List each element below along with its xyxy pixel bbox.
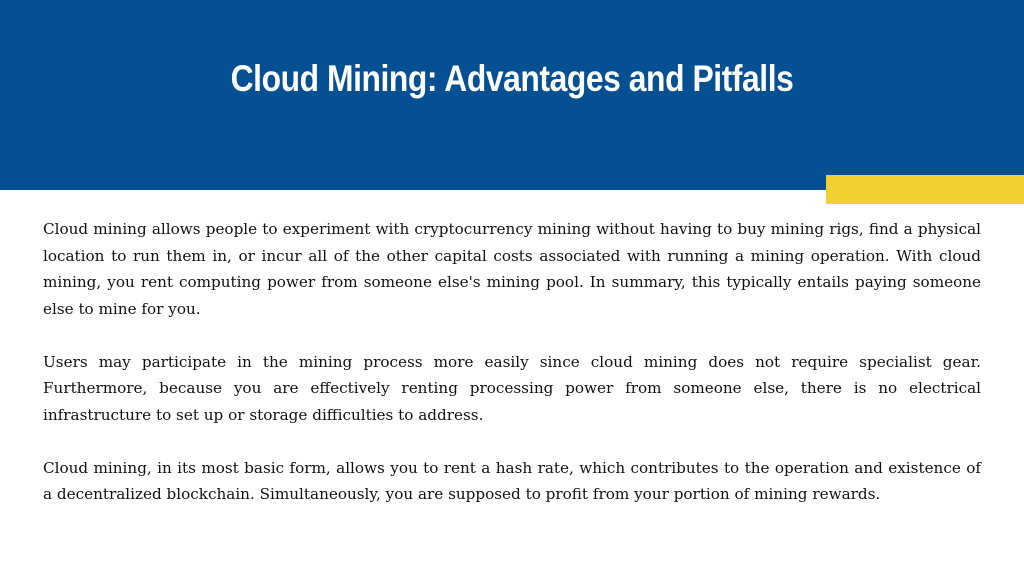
title-banner: [0, 0, 1024, 190]
paragraph: Cloud mining, in its most basic form, allows you to rent a hash rate, which contributes to the operation and existence of a decentralized blockchain. Simultaneously, you are supposed to profit from your portion of mining rewards.: [43, 458, 981, 503]
accent-bar: [826, 175, 1024, 204]
slide-title: Cloud Mining: Advantages and Pitfalls: [230, 58, 794, 99]
paragraph: Cloud mining allows people to experiment with cryptocurrency mining without having to buy mining rigs, find a physical location to run them in, or incur all of the other capital costs associated with running a mining operation. With cloud mining, you rent computing power from someone else's mining pool. In summary, this typically entails paying someone else to mine for you.: [43, 220, 981, 318]
body-content: [43, 216, 981, 508]
paragraph: Users may participate in the mining process more easily since cloud mining does not require specialist gear. Furthermore, because you are effectively renting processing power from someone else, there is no electrical infrastructure to set up or storage difficulties to address.: [43, 352, 981, 424]
